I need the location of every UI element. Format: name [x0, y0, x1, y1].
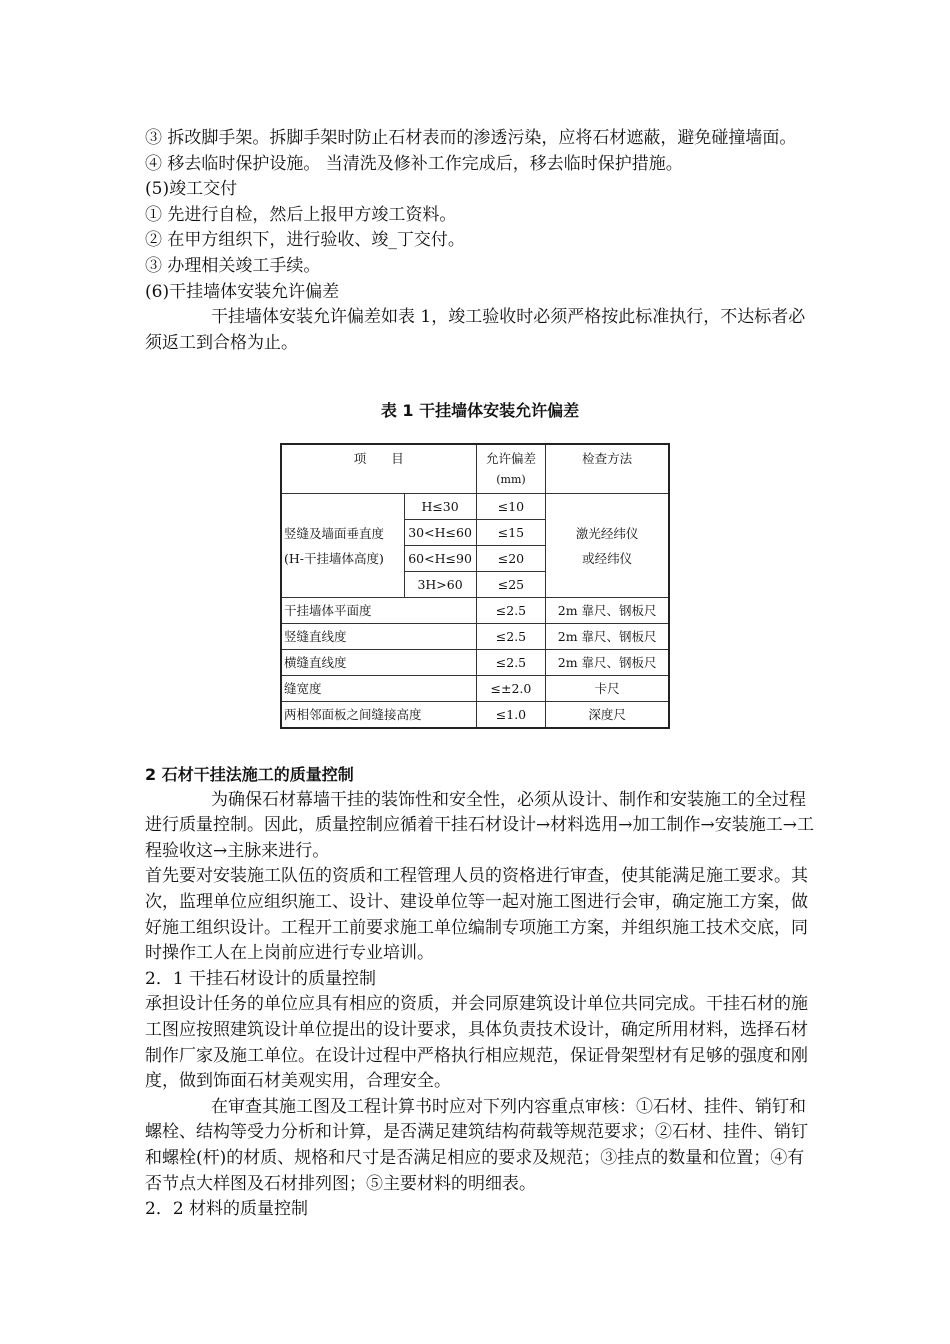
- range-cell: H≤30: [404, 494, 476, 520]
- method-cell: 卡尺: [546, 676, 669, 702]
- section-heading: 2 石材干挂法施工的质量控制: [145, 765, 354, 784]
- deviation-cell: ≤2.5: [476, 624, 546, 650]
- table-row: [281, 702, 669, 729]
- subsection-heading: 2．2 材料的质量控制: [145, 1199, 309, 1220]
- table-row: [281, 676, 669, 702]
- table-row: [281, 650, 669, 676]
- deviation-cell: ≤2.5: [476, 650, 546, 676]
- paragraph: 在审查其施工图及工程计算书时应对下列内容重点审核：①石材、挂件、销钉和螺栓、结构等受力分析和计算，是否满足建筑结构荷载等规范要求；②石材、挂件、销钉和螺栓(杆)的材质、规格和尺寸是否满足相应的要求及规范；③挂点的数量和位置；④有否节点大样图及石材排列图；⑤主要材料的明细表。: [145, 1096, 808, 1194]
- header-deviation-line1: 允许偏差: [485, 451, 536, 466]
- paragraph: ④ 移去临时保护设施。 当清洗及修补工作完成后，移去临时保护措施。: [145, 153, 683, 174]
- item-cell: 竖缝直线度: [281, 624, 476, 650]
- deviation-cell: ≤1.0: [476, 702, 546, 729]
- range-cell: 3H>60: [404, 572, 476, 598]
- item-cell: 缝宽度: [281, 676, 476, 702]
- deviation-cell: ≤10: [476, 494, 546, 520]
- intro-paragraph: 干挂墙体安装允许偏差如表 1，竣工验收时必须严格按此标准执行，不达标者必须返工到合格为止。: [145, 307, 806, 353]
- deviation-cell: ≤±2.0: [476, 676, 546, 702]
- paragraph: (6)干挂墙体安装允许偏差: [145, 281, 340, 302]
- group-label-line1: 竖缝及墙面垂直度: [284, 525, 385, 541]
- header-item: 项 目: [281, 444, 476, 494]
- range-cell: 30<H≤60: [404, 520, 476, 546]
- paragraph: ③ 拆改脚手架。拆脚手架时防止石材表而的渗透污染，应将石材遮蔽，避免碰撞墙面。: [145, 128, 797, 148]
- top-text-block: [145, 126, 815, 356]
- method-cell: 2m 靠尺、钢板尺: [546, 650, 669, 676]
- group-label-line2: (H-干挂墙体高度): [284, 550, 384, 566]
- method-cell: 2m 靠尺、钢板尺: [546, 624, 669, 650]
- table-row: [281, 624, 669, 650]
- paragraph: ③ 办理相关竣工手续。: [145, 255, 321, 276]
- paragraph: ① 先进行自检，然后上报甲方竣工资料。: [145, 204, 457, 225]
- item-cell: 横缝直线度: [281, 650, 476, 676]
- deviation-cell: ≤20: [476, 546, 546, 572]
- item-cell: 两相邻面板之间缝接高度: [281, 702, 476, 729]
- method-cell: 2m 靠尺、钢板尺: [546, 598, 669, 624]
- group-method-line2: 或经纬仪: [582, 550, 633, 566]
- header-deviation: [476, 444, 546, 494]
- paragraph: 承担设计任务的单位应具有相应的资质，并会同原建筑设计单位共同完成。干挂石材的施工图应按照建筑设计单位提出的设计要求，具体负责技术设计，确定所用材料，选择石材制作厂家及施工单位。在设计过程中严格执行相应规范，保证骨架型材有足够的强度和刚度，做到饰面石材美观实用，合理安全。: [145, 994, 808, 1092]
- deviation-cell: ≤15: [476, 520, 546, 546]
- subsection-heading: 2．1 干挂石材设计的质量控制: [145, 968, 377, 989]
- paragraph: 首先要对安装施工队伍的资质和工程管理人员的资格进行审查，使其能满足施工要求。其次，监理单位应组织施工、设计、建设单位等一起对施工图进行会审，确定施工方案，做好施工组织设计。工程开工前要求施工单位编制专项施工方案，并组织施工技术交底，同时操作工人在上岗前应进行专业培训。: [145, 866, 808, 964]
- range-cell: 60<H≤90: [404, 546, 476, 572]
- deviation-table: [280, 443, 670, 729]
- header-method: 检查方法: [546, 444, 669, 494]
- table-header-row: [281, 444, 669, 494]
- group-method: [546, 494, 669, 598]
- paragraph: (5)竣工交付: [145, 179, 238, 200]
- group-method-line1: 激光经纬仪: [575, 525, 639, 541]
- header-deviation-line2: (mm): [496, 473, 526, 486]
- table-row: [281, 598, 669, 624]
- paragraph: 为确保石材幕墙干挂的装饰性和安全性，必须从设计、制作和安装施工的全过程进行质量控制。因此，质量控制应循着干挂石材设计→材料选用→加工制作→安装施工→工程验收这→主脉来进行。: [145, 789, 814, 861]
- deviation-cell: ≤2.5: [476, 598, 546, 624]
- table-caption: 表 1 干挂墙体安装允许偏差: [380, 401, 580, 420]
- paragraph: ② 在甲方组织下，进行验收、竣_丁交付。: [145, 230, 465, 251]
- table-row: [281, 494, 669, 520]
- item-cell: 干挂墙体平面度: [281, 598, 476, 624]
- section-2: [145, 762, 815, 1223]
- deviation-cell: ≤25: [476, 572, 546, 598]
- method-cell: 深度尺: [546, 702, 669, 729]
- group-label: [281, 494, 404, 598]
